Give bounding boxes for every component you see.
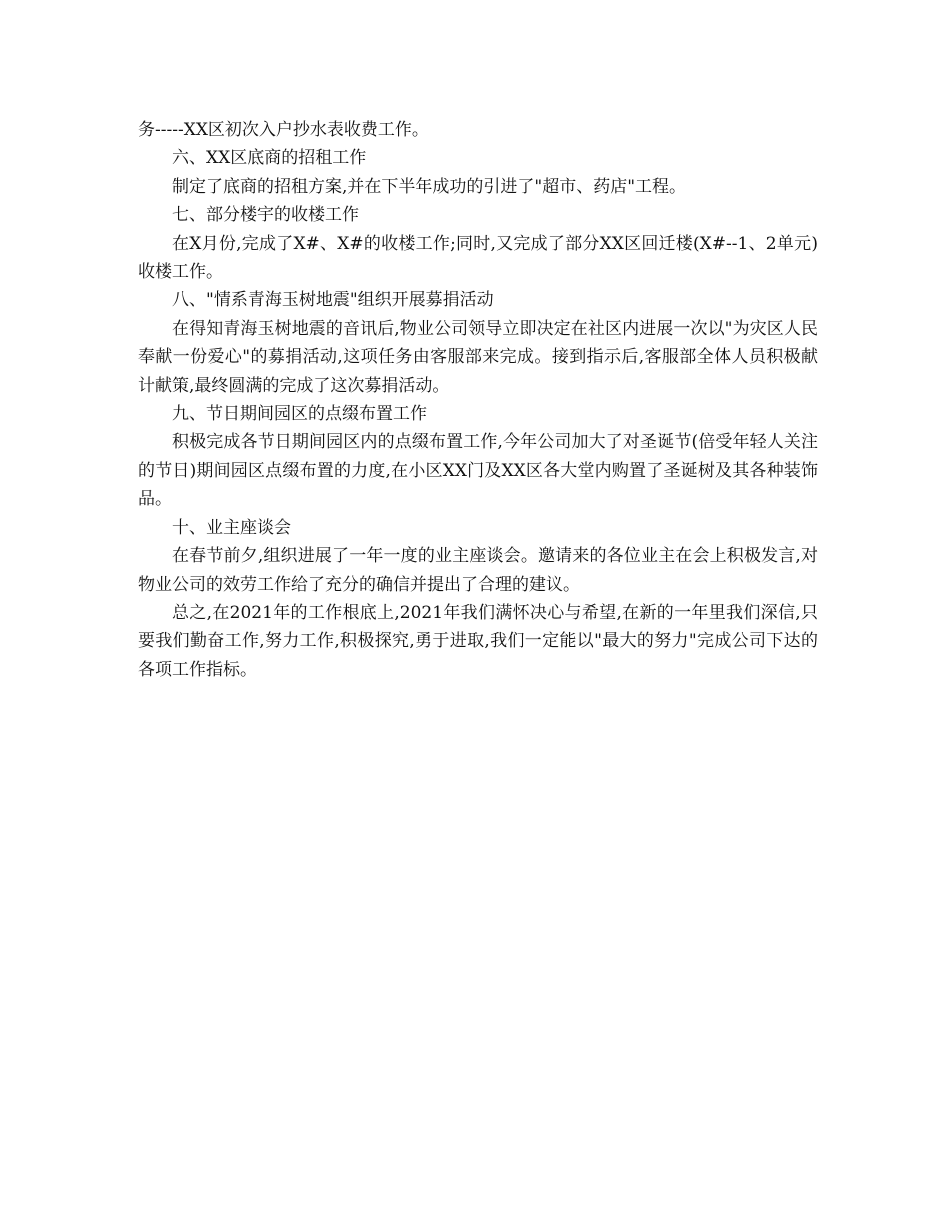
paragraph-7: 在X月份,完成了X#、X#的收楼工作;同时,又完成了部分XX区回迁楼(X#--1、2单元)收楼工作。: [138, 233, 818, 283]
document-body: [138, 116, 818, 684]
paragraph-continuation: 务-----XX区初次入户抄水表收费工作。: [138, 120, 429, 140]
paragraph-9: 积极完成各节日期间园区内的点缀布置工作,今年公司加大了对圣诞节(倍受年轻人关注的节日)期间园区点缀布置的力度,在小区XX门及XX区各大堂内购置了圣诞树及其各种装饰品。: [138, 432, 818, 510]
paragraph-8: 在得知青海玉树地震的音讯后,物业公司领导立即决定在社区内进展一次以"为灾区人民奉献一份爱心"的募捐活动,这项任务由客服部来完成。接到指示后,客服部全体人员积极献计献策,最终圆满的完成了这次募捐活动。: [138, 318, 818, 396]
section-heading-7: 七、部分楼宇的收楼工作: [172, 205, 359, 226]
section-heading-9: 九、节日期间园区的点缀布置工作: [172, 404, 427, 425]
paragraph-6: 制定了底商的招租方案,并在下半年成功的引进了"超市、药店"工程。: [172, 176, 687, 197]
section-heading-6: 六、XX区底商的招租工作: [172, 148, 367, 169]
paragraph-10: 在春节前夕,组织进展了一年一度的业主座谈会。邀请来的各位业主在会上积极发言,对物业公司的效劳工作给了充分的确信并提出了合理的建议。: [138, 546, 818, 595]
paragraph-conclusion: 总之,在2021年的工作根底上,2021年我们满怀决心与希望,在新的一年里我们深信,只要我们勤奋工作,努力工作,积极探究,勇于进取,我们一定能以"最大的努力"完成公司下达的各项工作指标。: [138, 602, 818, 680]
section-heading-10: 十、业主座谈会: [172, 517, 291, 538]
section-heading-8: 八、"情系青海玉树地震"组织开展募捐活动: [172, 290, 494, 311]
